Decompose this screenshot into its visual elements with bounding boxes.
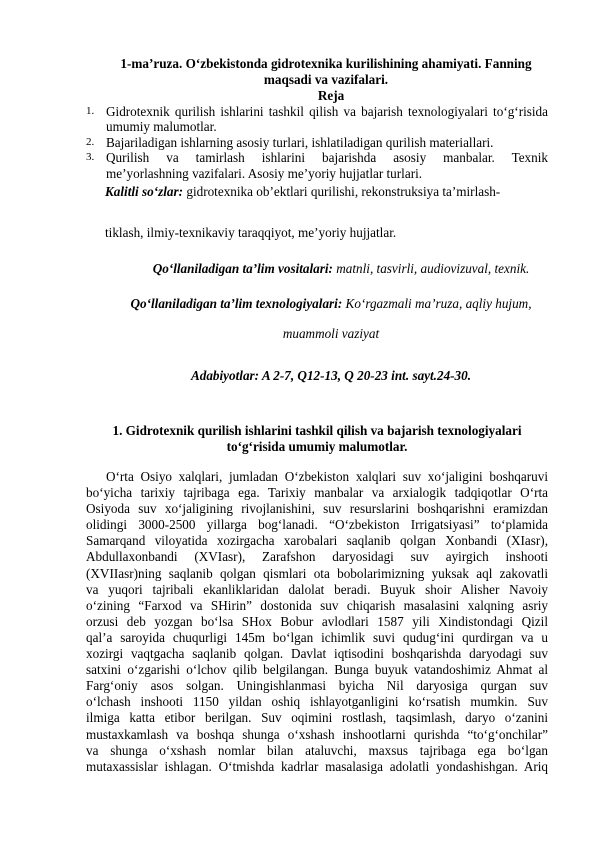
body-line: Abdullaxonbandi (XVIasr), Zarafshon daryosidagi suv ayirgich inshooti	[86, 549, 548, 565]
teaching-technologies-cont: muammoli vaziyat	[282, 326, 380, 341]
body-line: olidingi 3000-2500 yillarga bog‘lanadi. “O‘zbekiston Irrigatsiyasi” to‘plamida	[86, 517, 548, 533]
plan-item-text: Qurilish va tamirlash ishlarini bajarishda asosiy manbalar. Texnik	[106, 150, 548, 166]
plan-item-1	[86, 104, 548, 135]
body-line: Farg‘oniy asos solgan. Uningishlanmasi byicha Nil daryosiga qurgan suv	[86, 678, 548, 694]
keywords-label: Kalitli so‘zlar:	[105, 184, 184, 199]
plan-item-2	[86, 135, 548, 150]
body-line: bo‘yicha tarixiy tajribaga ega. Tarixiy manbalar va arxialogik tadqiqotlar O‘rta	[86, 485, 548, 501]
keywords-text: gidrotexnika ob’ektlari qurilishi, rekonstruksiya ta’mirlash-	[183, 184, 501, 199]
body-line: ilmiga katta etibor berilgan. Suv oqimini rostlash, taqsimlash, daryo o‘zanini	[86, 710, 548, 726]
body-line: mutaxassislar ishlagan. O‘tmishda kadrlar masalasiga adolatli yondashishgan. Ariq	[86, 758, 548, 774]
lecture-title: 1-ma’ruza. O‘zbekistonda gidrotexnika kurilishining ahamiyati. Fanning maqsadi va vazifalari.	[120, 56, 532, 87]
body-paragraph	[86, 469, 548, 775]
body-line: xozirgi vaqtgacha saqlanib qolgan. Davlat iqtisodini boshqarishda daryodagi suv	[86, 646, 548, 662]
plan-item-3	[86, 150, 548, 181]
plan-item-number: 1.	[86, 105, 95, 117]
teaching-tools-value: matnli, tasvirli, audiovizuval, texnik.	[332, 261, 530, 276]
plan-item-text: Gidrotexnik qurilish ishlarini tashkil qilish va bajarish texnologiyalari to‘g‘risida	[106, 104, 548, 119]
section-title: 1. Gidrotexnik qurilish ishlarini tashkil qilish va bajarish texnologiyalari to‘g‘risida umumiy malumotlar.	[112, 423, 522, 454]
teaching-technologies	[0, 296, 596, 311]
body-line: satxini o‘zgarishi o‘lchov qilib belgilangan. Bunga buyuk vatandoshimiz Ahmat al	[86, 662, 548, 678]
body-line: o‘zining “Farxod va SHirin” dostonida suv chiqarish masalasini xalqning asriy	[86, 597, 548, 613]
body-line: orzusi deb yozgan bo‘lsa SHox Bobur avlodlari 1587 yili Xindistondagi Qizil	[86, 613, 548, 629]
body-line: va shunga o‘xshash nomlar bilan ataluvchi, maxsus tajribaga ega bo‘lgan	[86, 742, 548, 758]
plan-item-number: 3.	[86, 151, 95, 164]
plan-item-text-cont: umumiy malumotlar.	[106, 119, 217, 135]
teaching-tools-label: Qo‘llaniladigan ta’lim vositalari:	[152, 261, 333, 276]
body-line: Osiyoda suv xo‘jaligining rivojlanishini, suv resurslarini boshqarishni eramizdan	[86, 501, 548, 517]
body-line: (XVIIasr)ning saqlanib qolgan qismlari ota bobolarimizning yuksak aql zakovatli	[86, 565, 548, 581]
body-line: o‘lchash inshooti 1150 yildan oshiq ishlayotganligini ko‘rsatish mumkin. Suv	[86, 694, 548, 710]
body-line: O‘rta Osiyo xalqlari, jumladan O‘zbekiston xalqlari suv xo‘jaligini boshqaruvi	[106, 469, 548, 484]
plan-list	[86, 104, 548, 181]
keywords-line	[105, 184, 548, 199]
literature: Adabiyotlar: A 2-7, Q12-13, Q 20-23 int. sayt.24-30.	[190, 368, 472, 383]
teaching-tools	[0, 261, 596, 276]
plan-item-text-cont: me’yorlashning vazifalari. Asosiy me’yoriy hujjatlar turlari.	[106, 165, 423, 181]
body-line: va yuqori tajribali ekanliklaridan dalolat beradi. Buyuk shoir Alisher Navoiy	[86, 581, 548, 597]
body-line: Samarqand viloyatida xozirgacha xarobalari saqlanib qolgan Xonbandi (XIasr),	[86, 533, 548, 549]
teaching-technologies-value: Ko‘rgazmali ma’ruza, aqliy hujum,	[342, 296, 532, 311]
keywords-text-cont: tiklash, ilmiy-texnikaviy taraqqiyot, me’yoriy hujjatlar.	[105, 225, 397, 240]
plan-item-number: 2.	[86, 135, 95, 148]
body-line: qal’a saroyida chuqurligi 145m bo‘lgan ichimlik suvi qudug‘ini qurdirgan va u	[86, 629, 548, 645]
plan-heading: Reja	[317, 88, 345, 103]
plan-item-text: Bajariladigan ishlarning asosiy turlari, ishlatiladigan qurilish materiallari.	[106, 134, 494, 150]
body-line: mustaxkamlash va boshqa shunga o‘xshash inshootlarni qurishda “to‘g‘onchilar”	[86, 726, 548, 742]
teaching-technologies-label: Qo‘llaniladigan ta’lim texnologiyalari:	[130, 296, 343, 311]
